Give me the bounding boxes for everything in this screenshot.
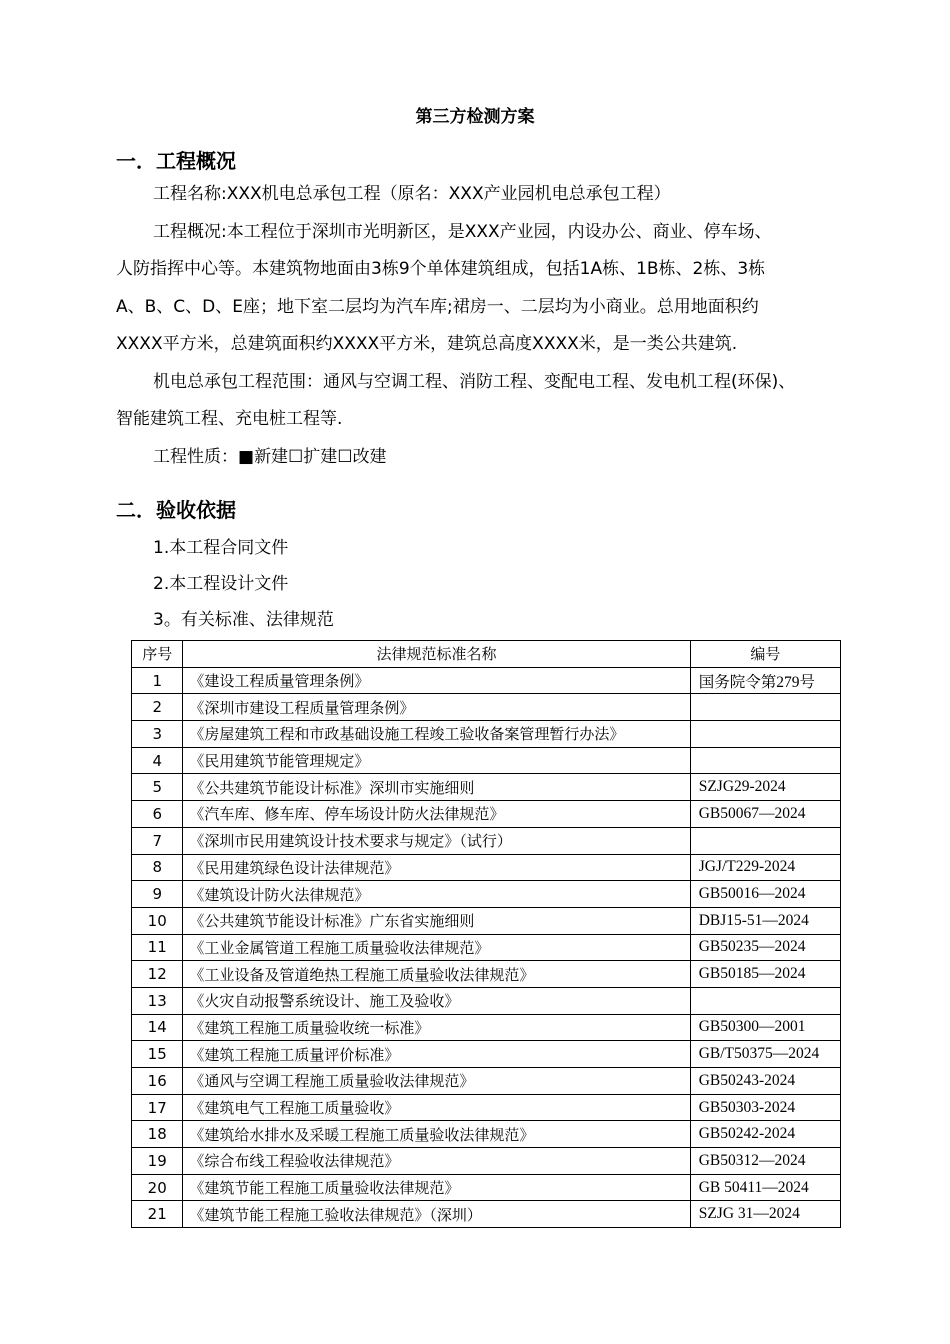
- table-row: [132, 1148, 841, 1175]
- table-row: [132, 774, 841, 801]
- standard-code: GB50185—2024: [690, 961, 840, 988]
- standard-code: JGJ/T229-2024: [690, 854, 840, 881]
- table-row: [132, 934, 841, 961]
- row-number: 19: [132, 1148, 183, 1175]
- standard-code: GB50235—2024: [690, 934, 840, 961]
- standard-code: GB50300—2001: [690, 1014, 840, 1041]
- row-number: 18: [132, 1121, 183, 1148]
- table-header-row: [132, 641, 841, 668]
- nature-option-expand: 扩建: [303, 446, 338, 467]
- row-number: 15: [132, 1041, 183, 1068]
- standard-name: 《建设工程质量管理条例》: [183, 667, 690, 694]
- table-row: [132, 987, 841, 1014]
- project-nature: [116, 439, 876, 477]
- table-row: [132, 881, 841, 908]
- row-number: 17: [132, 1094, 183, 1121]
- table-row: [132, 747, 841, 774]
- standard-code: GB50243-2024: [690, 1068, 840, 1095]
- standard-name: 《建筑工程施工质量评价标准》: [183, 1041, 690, 1068]
- header-name: 法律规范标准名称: [183, 641, 690, 668]
- standard-code: GB/T50375—2024: [690, 1041, 840, 1068]
- standard-code: DBJ15-51—2024: [690, 907, 840, 934]
- standard-code: GB 50411—2024: [690, 1174, 840, 1201]
- row-number: 8: [132, 854, 183, 881]
- unchecked-box-icon: ☐: [288, 446, 304, 467]
- header-number: 序号: [132, 641, 183, 668]
- standard-name: 《建筑电气工程施工质量验收》: [183, 1094, 690, 1121]
- standard-code: [690, 721, 840, 748]
- row-number: 1: [132, 667, 183, 694]
- row-number: 3: [132, 721, 183, 748]
- standard-name: 《建筑设计防火法律规范》: [183, 881, 690, 908]
- standard-name: 《深圳市民用建筑设计技术要求与规定》（试行）: [183, 827, 690, 854]
- overview-line: 人防指挥中心等。本建筑物地面由3栋9个单体建筑组成，包括1A栋、1B栋、2栋、3栋: [116, 259, 766, 279]
- row-number: 2: [132, 694, 183, 721]
- overview-line: A、B、C、D、E座；地下室二层均为汽车库;裙房一、二层均为小商业。总用地面积约: [116, 296, 759, 317]
- table-row: [132, 961, 841, 988]
- scope-line: 智能建筑工程、充电桩工程等.: [116, 409, 343, 429]
- row-number: 21: [132, 1201, 183, 1228]
- basis-item: 1.本工程合同文件: [153, 538, 289, 558]
- nature-option-rebuild: 改建: [352, 446, 387, 467]
- standard-name: 《房屋建筑工程和市政基础设施工程竣工验收备案管理暂行办法》: [183, 721, 690, 748]
- row-number: 16: [132, 1068, 183, 1095]
- standard-name: 《工业金属管道工程施工质量验收法律规范》: [183, 934, 690, 961]
- document-title: 第三方检测方案: [415, 107, 535, 127]
- table-row: [132, 1041, 841, 1068]
- row-number: 14: [132, 1014, 183, 1041]
- standard-name: 《民用建筑节能管理规定》: [183, 747, 690, 774]
- row-number: 9: [132, 881, 183, 908]
- nature-label: 工程性质：: [153, 446, 238, 467]
- standard-name: 《深圳市建设工程质量管理条例》: [183, 694, 690, 721]
- standard-name: 《建筑工程施工质量验收统一标准》: [183, 1014, 690, 1041]
- standard-name: 《建筑节能工程施工验收法律规范》（深圳）: [183, 1201, 690, 1228]
- table-row: [132, 721, 841, 748]
- standard-code: [690, 827, 840, 854]
- standard-code: GB50016—2024: [690, 881, 840, 908]
- standard-code: GB50303-2024: [690, 1094, 840, 1121]
- overview-paragraphs: [116, 176, 876, 476]
- standard-code: 国务院令第279号: [690, 667, 840, 694]
- standard-code: GB50067—2024: [690, 801, 840, 828]
- row-number: 6: [132, 801, 183, 828]
- project-name: 工程名称:XXX机电总承包工程（原名：XXX产业园机电总承包工程）: [153, 184, 671, 204]
- table-row: [132, 1068, 841, 1095]
- standard-name: 《汽车库、修车库、停车场设计防火法律规范》: [183, 801, 690, 828]
- table-row: [132, 801, 841, 828]
- standard-name: 《建筑节能工程施工质量验收法律规范》: [183, 1174, 690, 1201]
- basis-item: 3。有关标准、法律规范: [153, 610, 334, 630]
- table-row: [132, 694, 841, 721]
- standard-name: 《公共建筑节能设计标准》深圳市实施细则: [183, 774, 690, 801]
- row-number: 11: [132, 934, 183, 961]
- nature-option-new: 新建: [254, 446, 289, 467]
- unchecked-box-icon: ☐: [337, 446, 353, 467]
- standard-name: 《公共建筑节能设计标准》广东省实施细则: [183, 907, 690, 934]
- standard-code: [690, 694, 840, 721]
- standard-name: 《火灾自动报警系统设计、施工及验收》: [183, 987, 690, 1014]
- standard-code: [690, 747, 840, 774]
- section-heading-overview: 一．工程概况: [116, 149, 236, 173]
- table-row: [132, 1174, 841, 1201]
- standard-name: 《建筑给水排水及采暖工程施工质量验收法律规范》: [183, 1121, 690, 1148]
- overview-line: XXXX平方米，总建筑面积约XXXX平方米，建筑总高度XXXX米，是一类公共建筑.: [116, 334, 738, 354]
- standard-name: 《民用建筑绿色设计法律规范》: [183, 854, 690, 881]
- row-number: 10: [132, 907, 183, 934]
- standards-table-body: [132, 667, 841, 1227]
- standard-code: GB50242-2024: [690, 1121, 840, 1148]
- standard-code: GB50312—2024: [690, 1148, 840, 1175]
- row-number: 7: [132, 827, 183, 854]
- standards-table: [131, 640, 841, 1228]
- row-number: 12: [132, 961, 183, 988]
- header-code: 编号: [690, 641, 840, 668]
- row-number: 13: [132, 987, 183, 1014]
- table-row: [132, 1094, 841, 1121]
- table-row: [132, 907, 841, 934]
- standard-name: 《通风与空调工程施工质量验收法律规范》: [183, 1068, 690, 1095]
- table-row: [132, 667, 841, 694]
- overview-line: 工程概况:本工程位于深圳市光明新区，是XXX产业园，内设办公、商业、停车场、: [153, 221, 772, 242]
- standard-name: 《综合布线工程验收法律规范》: [183, 1148, 690, 1175]
- table-row: [132, 854, 841, 881]
- standard-code: SZJG29-2024: [690, 774, 840, 801]
- row-number: 5: [132, 774, 183, 801]
- scope-line: 机电总承包工程范围：通风与空调工程、消防工程、变配电工程、发电机工程(环保)、: [153, 371, 796, 392]
- table-row: [132, 1014, 841, 1041]
- table-row: [132, 827, 841, 854]
- standard-name: 《工业设备及管道绝热工程施工质量验收法律规范》: [183, 961, 690, 988]
- checked-box-icon: ■: [238, 446, 255, 467]
- table-row: [132, 1201, 841, 1228]
- standard-code: [690, 987, 840, 1014]
- table-row: [132, 1121, 841, 1148]
- section-heading-basis: 二．验收依据: [116, 498, 236, 522]
- basis-item: 2.本工程设计文件: [153, 574, 289, 594]
- standard-code: SZJG 31—2024: [690, 1201, 840, 1228]
- row-number: 4: [132, 747, 183, 774]
- row-number: 20: [132, 1174, 183, 1201]
